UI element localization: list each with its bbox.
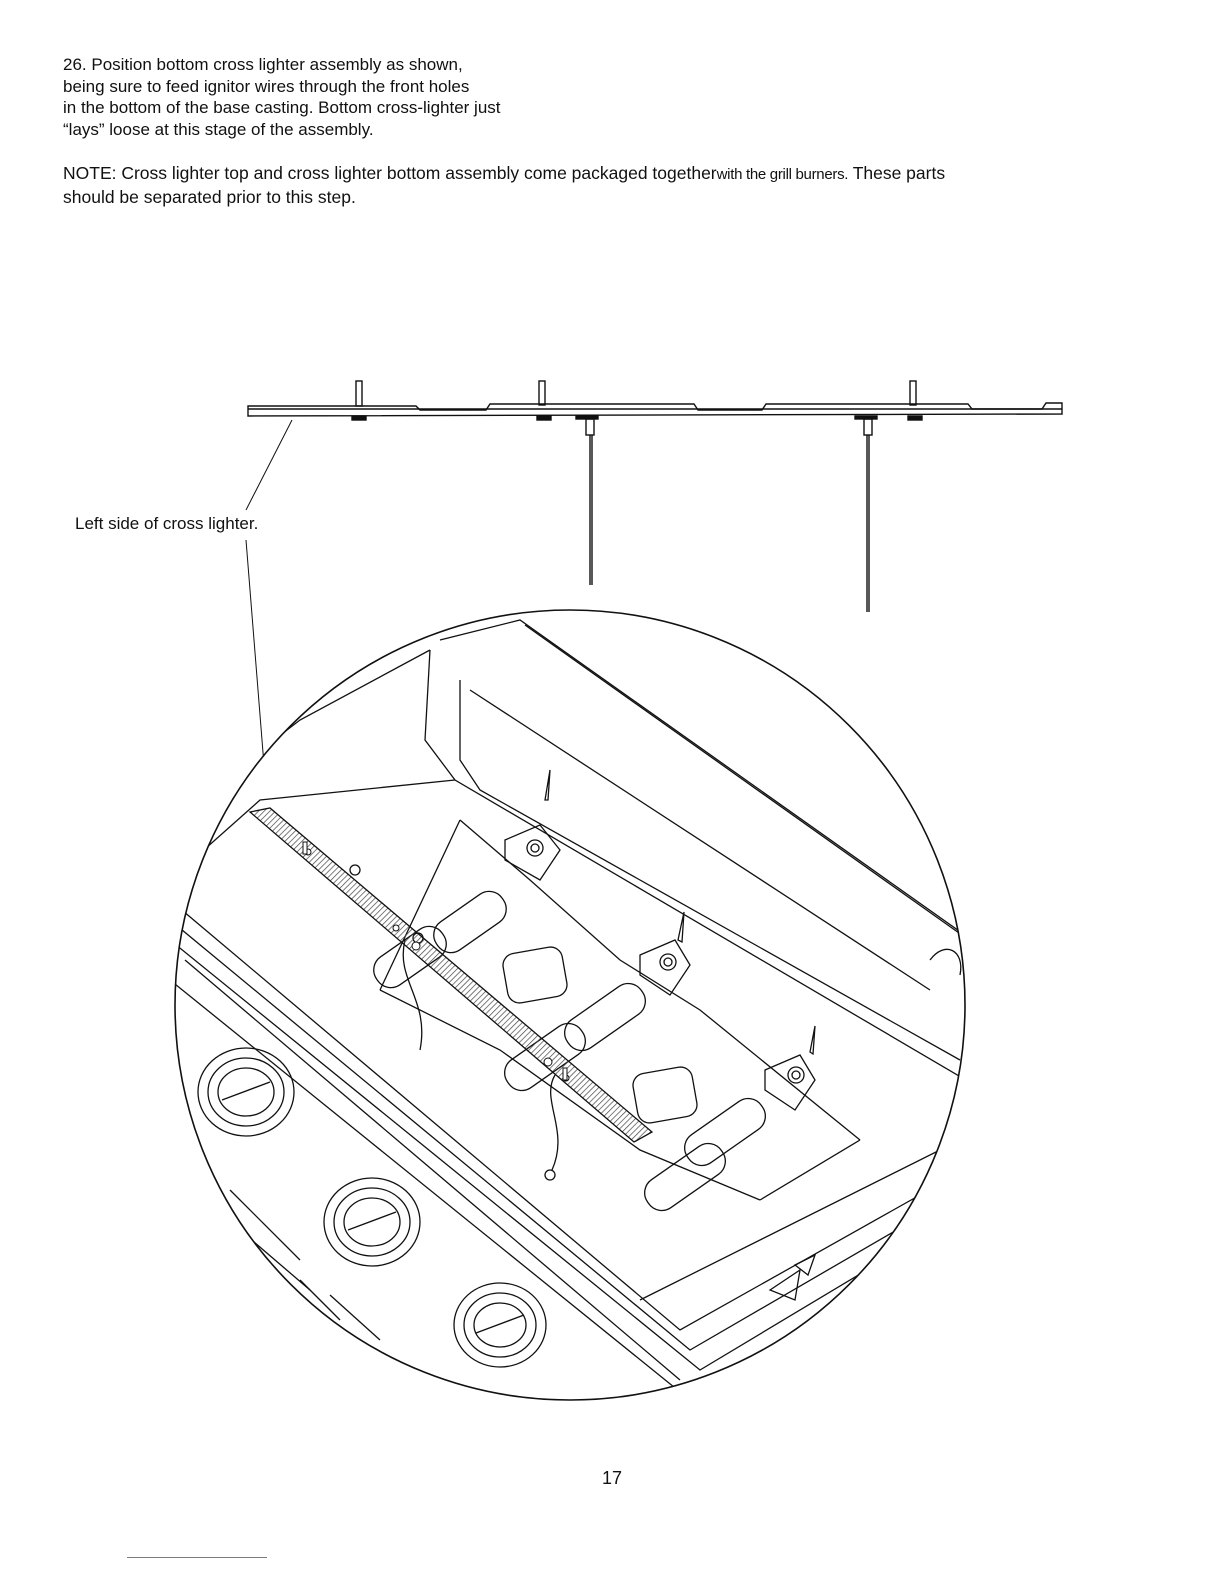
step-line: “lays” loose at this stage of the assembly. (63, 119, 374, 139)
grill-base-detail-view (170, 610, 1000, 1400)
note-line-1-end: These parts (852, 163, 946, 183)
page-number: 17 (601, 1468, 623, 1488)
note-line-1-main: NOTE: Cross lighter top and cross lighter bottom assembly come packaged together (63, 163, 717, 183)
note-line-2: should be separated prior to this step. (63, 187, 356, 207)
cross-lighter-side-view (248, 381, 1062, 612)
callout-label: Left side of cross lighter. (75, 514, 259, 533)
step-line: being sure to feed ignitor wires through the front holes (63, 76, 470, 96)
step-line: 26. Position bottom cross lighter assembly as shown, (63, 55, 463, 74)
step-line: in the bottom of the base casting. Bottom cross-lighter just (63, 98, 501, 117)
footer-rule (127, 1557, 267, 1558)
note-line-1-small: with the grill burners. (716, 166, 849, 183)
